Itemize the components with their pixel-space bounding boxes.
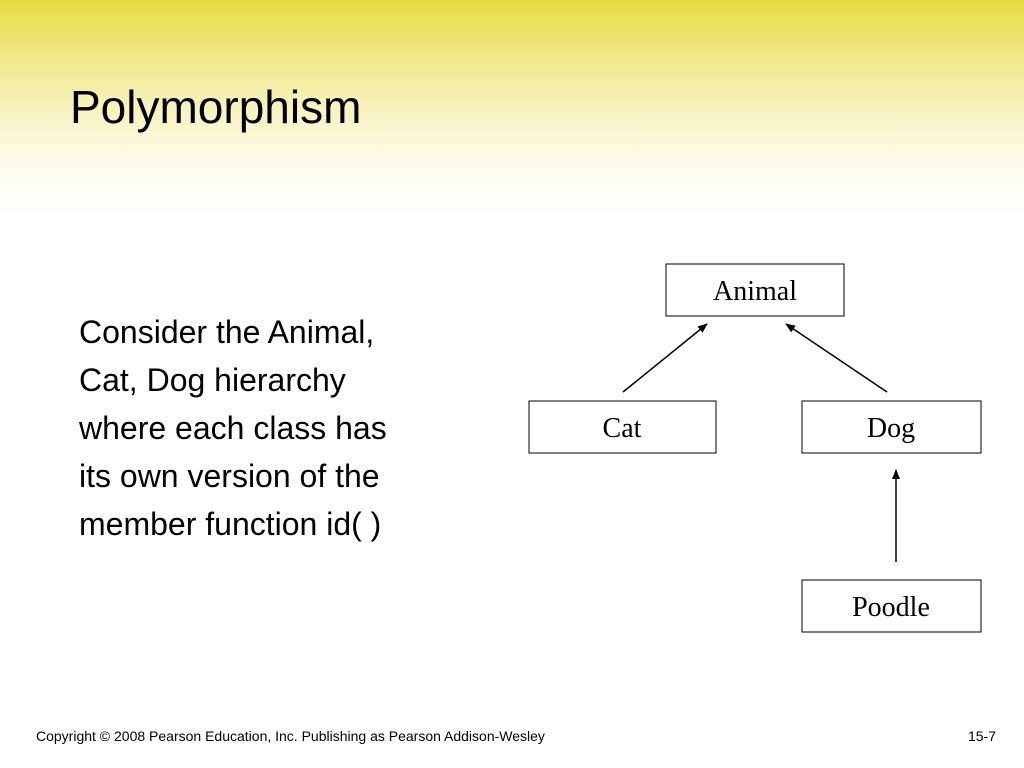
node-poodle: [802, 580, 981, 632]
node-dog: [802, 401, 981, 453]
node-cat: [529, 401, 716, 453]
node-animal: [666, 264, 844, 316]
node-dog-label: Dog: [866, 413, 916, 444]
slide-title: Polymorphism: [70, 81, 362, 133]
body-line: its own version of the: [79, 458, 380, 494]
node-poodle-label: Poodle: [852, 592, 930, 623]
edge-cat-to-animal: [623, 324, 707, 392]
node-cat-label: Cat: [602, 413, 642, 444]
body-line: member function id( ): [79, 506, 382, 542]
footer-copyright: Copyright © 2008 Pearson Education, Inc. Publishing as Pearson Addison-Wesley: [36, 728, 545, 744]
body-line: Cat, Dog hierarchy: [79, 362, 346, 398]
node-animal-label: Animal: [713, 276, 797, 307]
body-line: Consider the Animal,: [79, 314, 375, 350]
edge-dog-to-animal: [786, 324, 887, 392]
footer-page-number: 15-7: [967, 728, 996, 744]
body-line: where each class has: [79, 410, 387, 446]
